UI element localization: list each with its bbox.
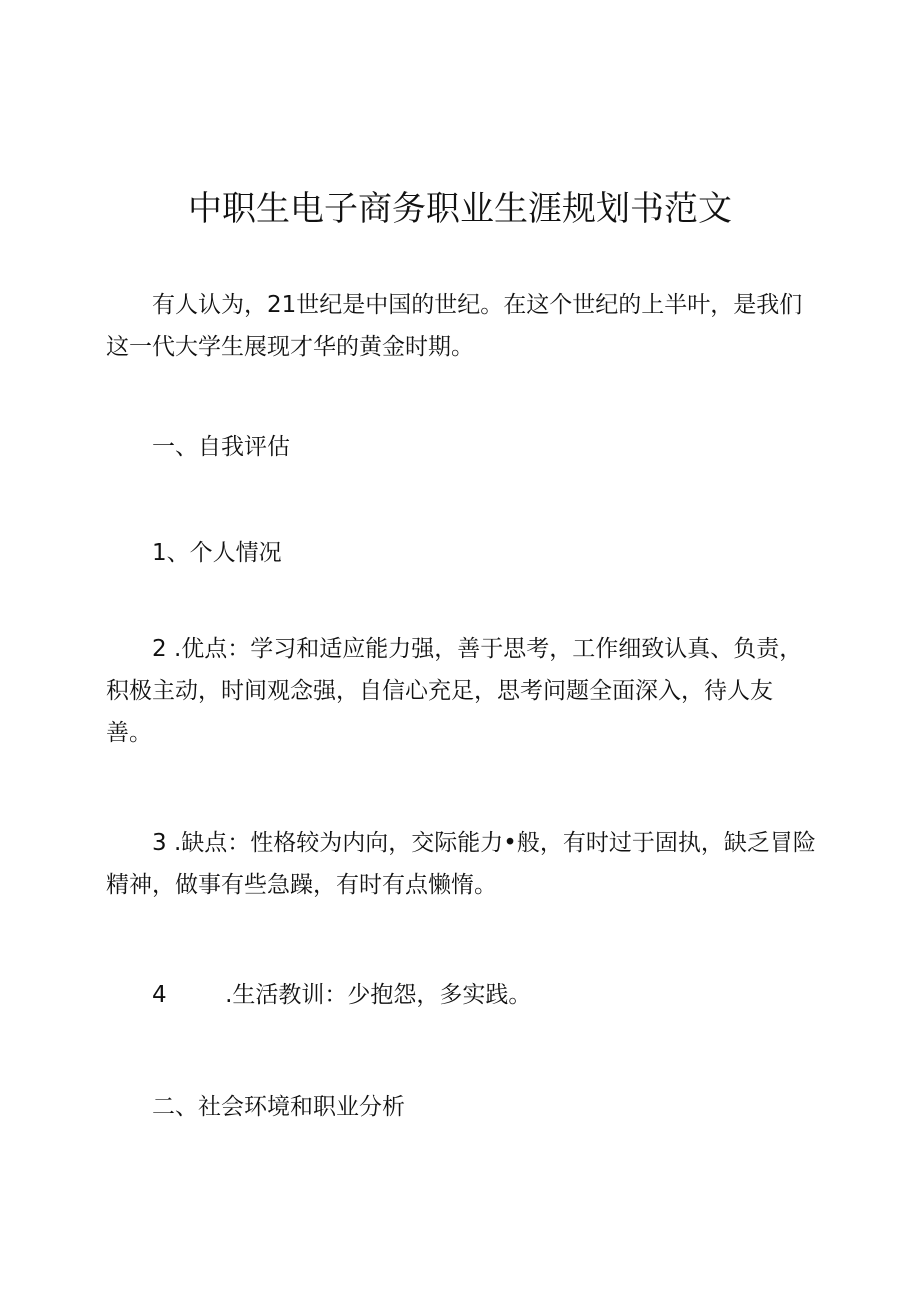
section-1-heading: 一、自我评估 [152,434,290,460]
weaknesses-line-2: 精神，做事有些急躁，有时有点懒惰。 [106,872,497,898]
weaknesses-paragraph [106,822,826,906]
strengths-line-1: 2 .优点：学习和适应能力强，善于思考，工作细致认真、负责， [152,636,803,662]
weaknesses-line-1: 3 .缺点：性格较为内向，交际能力•般，有时过于固执，缺乏冒险 [152,830,816,856]
document-title: 中职生电子商务职业生涯规划书范文 [188,189,732,229]
strengths-line-3: 善。 [106,720,152,746]
intro-line-1: 有人认为，21世纪是中国的世纪。在这个世纪的上半叶，是我们 [152,292,803,318]
lessons-line: 4 .生活教训：少抱怨，多实践。 [152,982,532,1008]
intro-line-2: 这一代大学生展现才华的黄金时期。 [106,334,474,360]
section-heading-self-assessment [106,426,826,468]
strengths-line-2: 积极主动，时间观念强，自信心充足，思考问题全面深入，待人友 [106,678,773,704]
subsection-1-heading: 1、个人情况 [152,540,282,566]
subsection-personal-situation [106,532,826,574]
intro-paragraph [106,284,826,368]
lessons-paragraph [106,974,826,1016]
section-2-heading: 二、社会环境和职业分析 [152,1094,405,1120]
strengths-paragraph [106,628,826,754]
section-heading-social-environment [106,1086,826,1128]
